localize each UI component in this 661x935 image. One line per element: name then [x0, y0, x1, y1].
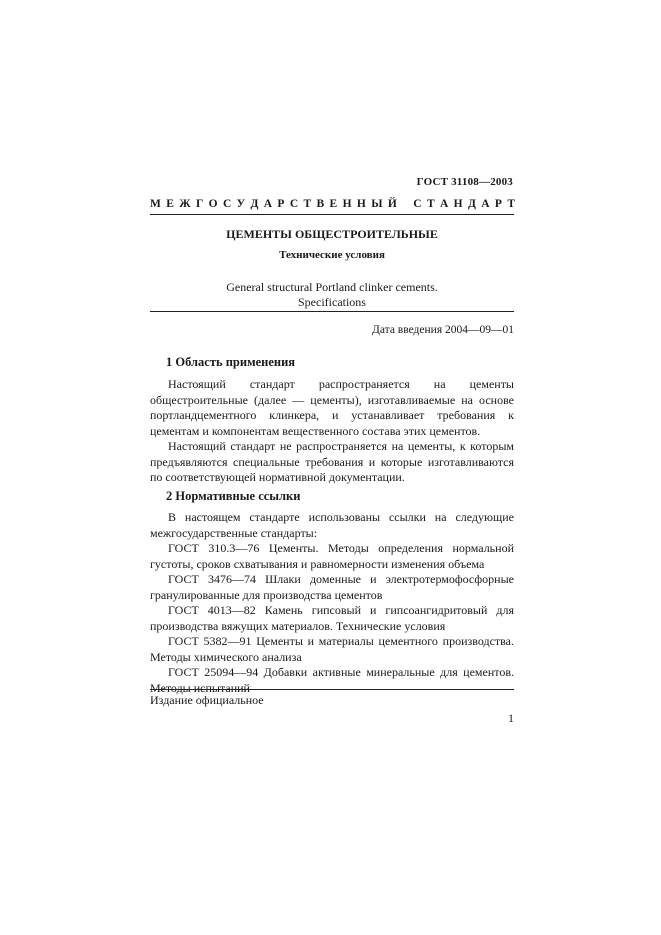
banner-rule — [150, 214, 514, 215]
reference-paragraph: ГОСТ 3476—74 Шлаки доменные и электротермофосфорные гранулированные для производства цементов — [150, 572, 514, 602]
footer-rule — [150, 689, 514, 690]
section-1-body — [150, 377, 514, 486]
banner-letter: Е — [166, 198, 174, 210]
reference-paragraph: ГОСТ 5382—91 Цементы и материалы цементного производства. Методы химического анализа — [150, 634, 514, 664]
document-subtitle: Технические условия — [279, 249, 385, 261]
reference-paragraph: ГОСТ 25094—94 Добавки активные минеральные для цементов. Методы испытаний — [150, 665, 514, 695]
banner-space — [402, 198, 408, 210]
banner-letter: А — [263, 198, 273, 210]
banner-letter: Г — [195, 198, 204, 210]
banner-letter: С — [222, 198, 232, 210]
banner-letter: У — [236, 198, 246, 210]
official-edition-label: Издание официальное — [150, 693, 264, 707]
banner-letter: О — [208, 198, 218, 210]
banner-letter: А — [481, 198, 490, 210]
english-title-line-2: Specifications — [298, 295, 366, 309]
banner-letter: Й — [387, 198, 397, 210]
banner-letter: Н — [453, 198, 463, 210]
reference-paragraph: ГОСТ 310.3—76 Цементы. Методы определения нормальной густоты, сроков схватывания и равномерности изменения объема — [150, 541, 514, 571]
english-title-line-1: General structural Portland clinker cements. — [226, 280, 438, 294]
banner-letter: Ж — [179, 198, 191, 210]
banner-letter: М — [150, 198, 161, 210]
banner-letter: Т — [507, 198, 515, 210]
section-1-heading: 1 Область применения — [166, 355, 296, 369]
banner-letter: А — [439, 198, 449, 210]
banner-letter: Ы — [371, 198, 383, 210]
banner-letter: Н — [356, 198, 366, 210]
reference-paragraph: ГОСТ 4013—82 Камень гипсовый и гипсоангидритовый для производства вяжущих материалов. Технические условия — [150, 603, 514, 633]
document-title: ЦЕМЕНТЫ ОБЩЕСТРОИТЕЛЬНЫЕ — [226, 227, 438, 241]
banner-letter: С — [289, 198, 299, 210]
section-1-paragraph: Настоящий стандарт распространяется на цементы общестроительные (далее — цементы), изготавливаемые на основе портландцементного клинкера, и устанавливает требования к цементам и компонентам вещественного состава этих цементов. — [150, 377, 514, 438]
banner-letter: Е — [329, 198, 338, 210]
standard-code: ГОСТ 31108—2003 — [416, 176, 513, 188]
title-rule — [150, 311, 514, 312]
banner-letter: Т — [426, 198, 435, 210]
banner-letter: Д — [250, 198, 259, 210]
standard-banner — [150, 198, 515, 210]
banner-letter: С — [413, 198, 422, 210]
introduction-date: Дата введения 2004—09—01 — [372, 324, 514, 336]
banner-letter: Н — [342, 198, 352, 210]
section-1-paragraph: Настоящий стандарт не распространяется на цементы, к которым предъявляются специальные требования и которые изготавливаются по соответствующей нормативной документации. — [150, 439, 514, 484]
banner-letter: В — [316, 198, 325, 210]
banner-letter: Р — [277, 198, 285, 210]
section-2-body — [150, 510, 514, 696]
banner-letter: Д — [467, 198, 476, 210]
section-2-heading: 2 Нормативные ссылки — [166, 489, 301, 503]
page-number: 1 — [508, 711, 514, 725]
banner-letter: Т — [303, 198, 312, 210]
banner-letter: Р — [494, 198, 502, 210]
english-title — [150, 280, 514, 310]
reference-paragraph: В настоящем стандарте использованы ссылки на следующие межгосударственные стандарты: — [150, 510, 514, 540]
